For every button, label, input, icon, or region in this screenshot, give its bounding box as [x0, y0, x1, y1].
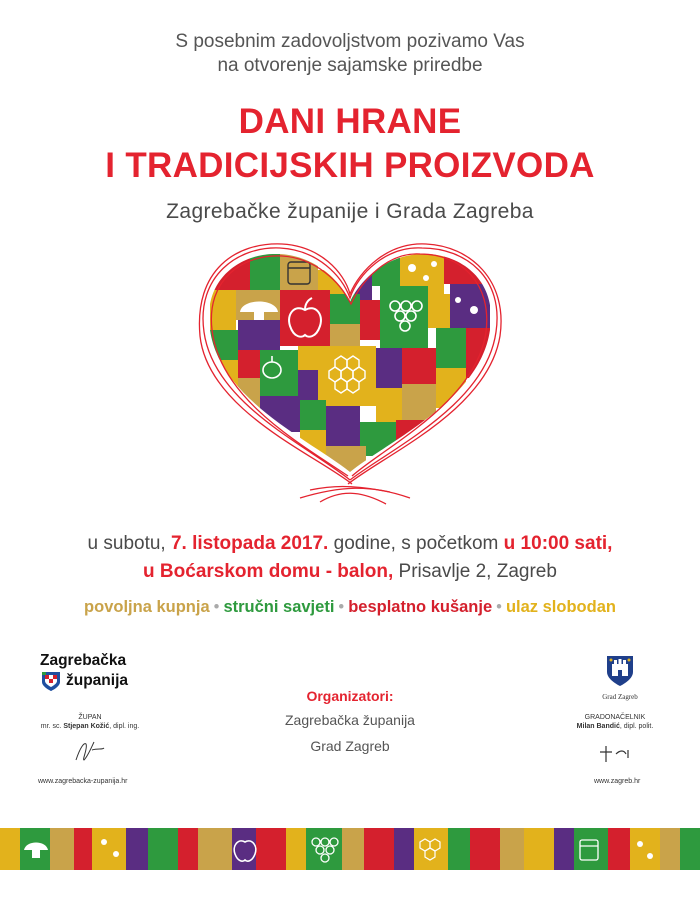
intro-line-1: S posebnim zadovoljstvom pozivamo Vas	[175, 31, 525, 52]
tag-besplatno-kusanje: besplatno kušanje	[348, 598, 493, 616]
heart-mosaic-svg	[190, 240, 510, 520]
city-name-suffix: , dipl. polit.	[619, 723, 654, 730]
organizer-county: Zagrebačka županija	[285, 712, 415, 728]
county-role: ŽUPAN	[78, 714, 102, 721]
event-title	[0, 100, 700, 188]
event-subtitle: Zagrebačke županije i Grada Zagreba	[166, 200, 534, 223]
band-tiles	[0, 828, 700, 870]
event-details-line-2	[0, 558, 700, 586]
city-role: GRADONAČELNIK	[584, 714, 646, 721]
event-details-line-1	[0, 530, 700, 558]
event-venue: u Boćarskom domu - balon,	[143, 561, 394, 582]
county-logo-word-2: županija	[66, 672, 129, 690]
tag-separator: •	[496, 598, 502, 616]
county-url[interactable]: www.zagrebacka-zupanija.hr	[38, 778, 128, 785]
city-signature	[596, 742, 636, 764]
event-date: 7. listopada 2017.	[170, 533, 329, 554]
event-details	[0, 530, 700, 586]
county-logo-block	[40, 652, 190, 692]
county-name: Stjepan Kožić	[63, 723, 110, 730]
city-signatory	[545, 713, 685, 731]
city-name: Milan Bandić	[576, 723, 620, 730]
event-middle: godine, s početkom	[328, 533, 504, 554]
title-line-1: DANI HRANE	[238, 102, 462, 141]
city-coat-of-arms-icon	[605, 654, 635, 688]
title-line-2: I TRADICIJSKIH PROIZVODA	[105, 146, 595, 185]
tag-povoljna-kupnja: povoljna kupnja	[84, 598, 210, 616]
city-name-line	[545, 722, 685, 731]
tag-separator: •	[213, 598, 220, 616]
city-url[interactable]: www.zagreb.hr	[594, 778, 641, 785]
intro-text	[0, 30, 700, 78]
county-logo-word: Zagrebačka	[40, 652, 127, 669]
event-address: Prisavlje 2, Zagreb	[393, 561, 557, 582]
intro-line-2: na otvorenje sajamske priredbe	[217, 55, 483, 76]
county-name-prefix: mr. sc.	[40, 723, 64, 730]
organizer-city: Grad Zagreb	[310, 738, 390, 754]
event-highlights	[0, 598, 700, 617]
organizers-title: Organizatori:	[306, 688, 394, 704]
tag-separator: •	[338, 598, 345, 616]
heart-mosaic-illustration	[190, 240, 510, 520]
decorative-tile-band	[0, 828, 700, 870]
tag-strucni-savjeti: stručni savjeti	[223, 598, 335, 616]
event-time: u 10:00 sati,	[503, 533, 613, 554]
city-logo-caption: Grad Zagreb	[602, 693, 638, 701]
city-logo-block	[580, 654, 660, 701]
county-name-suffix: , dipl. ing.	[109, 723, 140, 730]
event-prefix: u subotu,	[87, 533, 171, 554]
tag-ulaz-slobodan: ulaz slobodan	[505, 598, 616, 616]
